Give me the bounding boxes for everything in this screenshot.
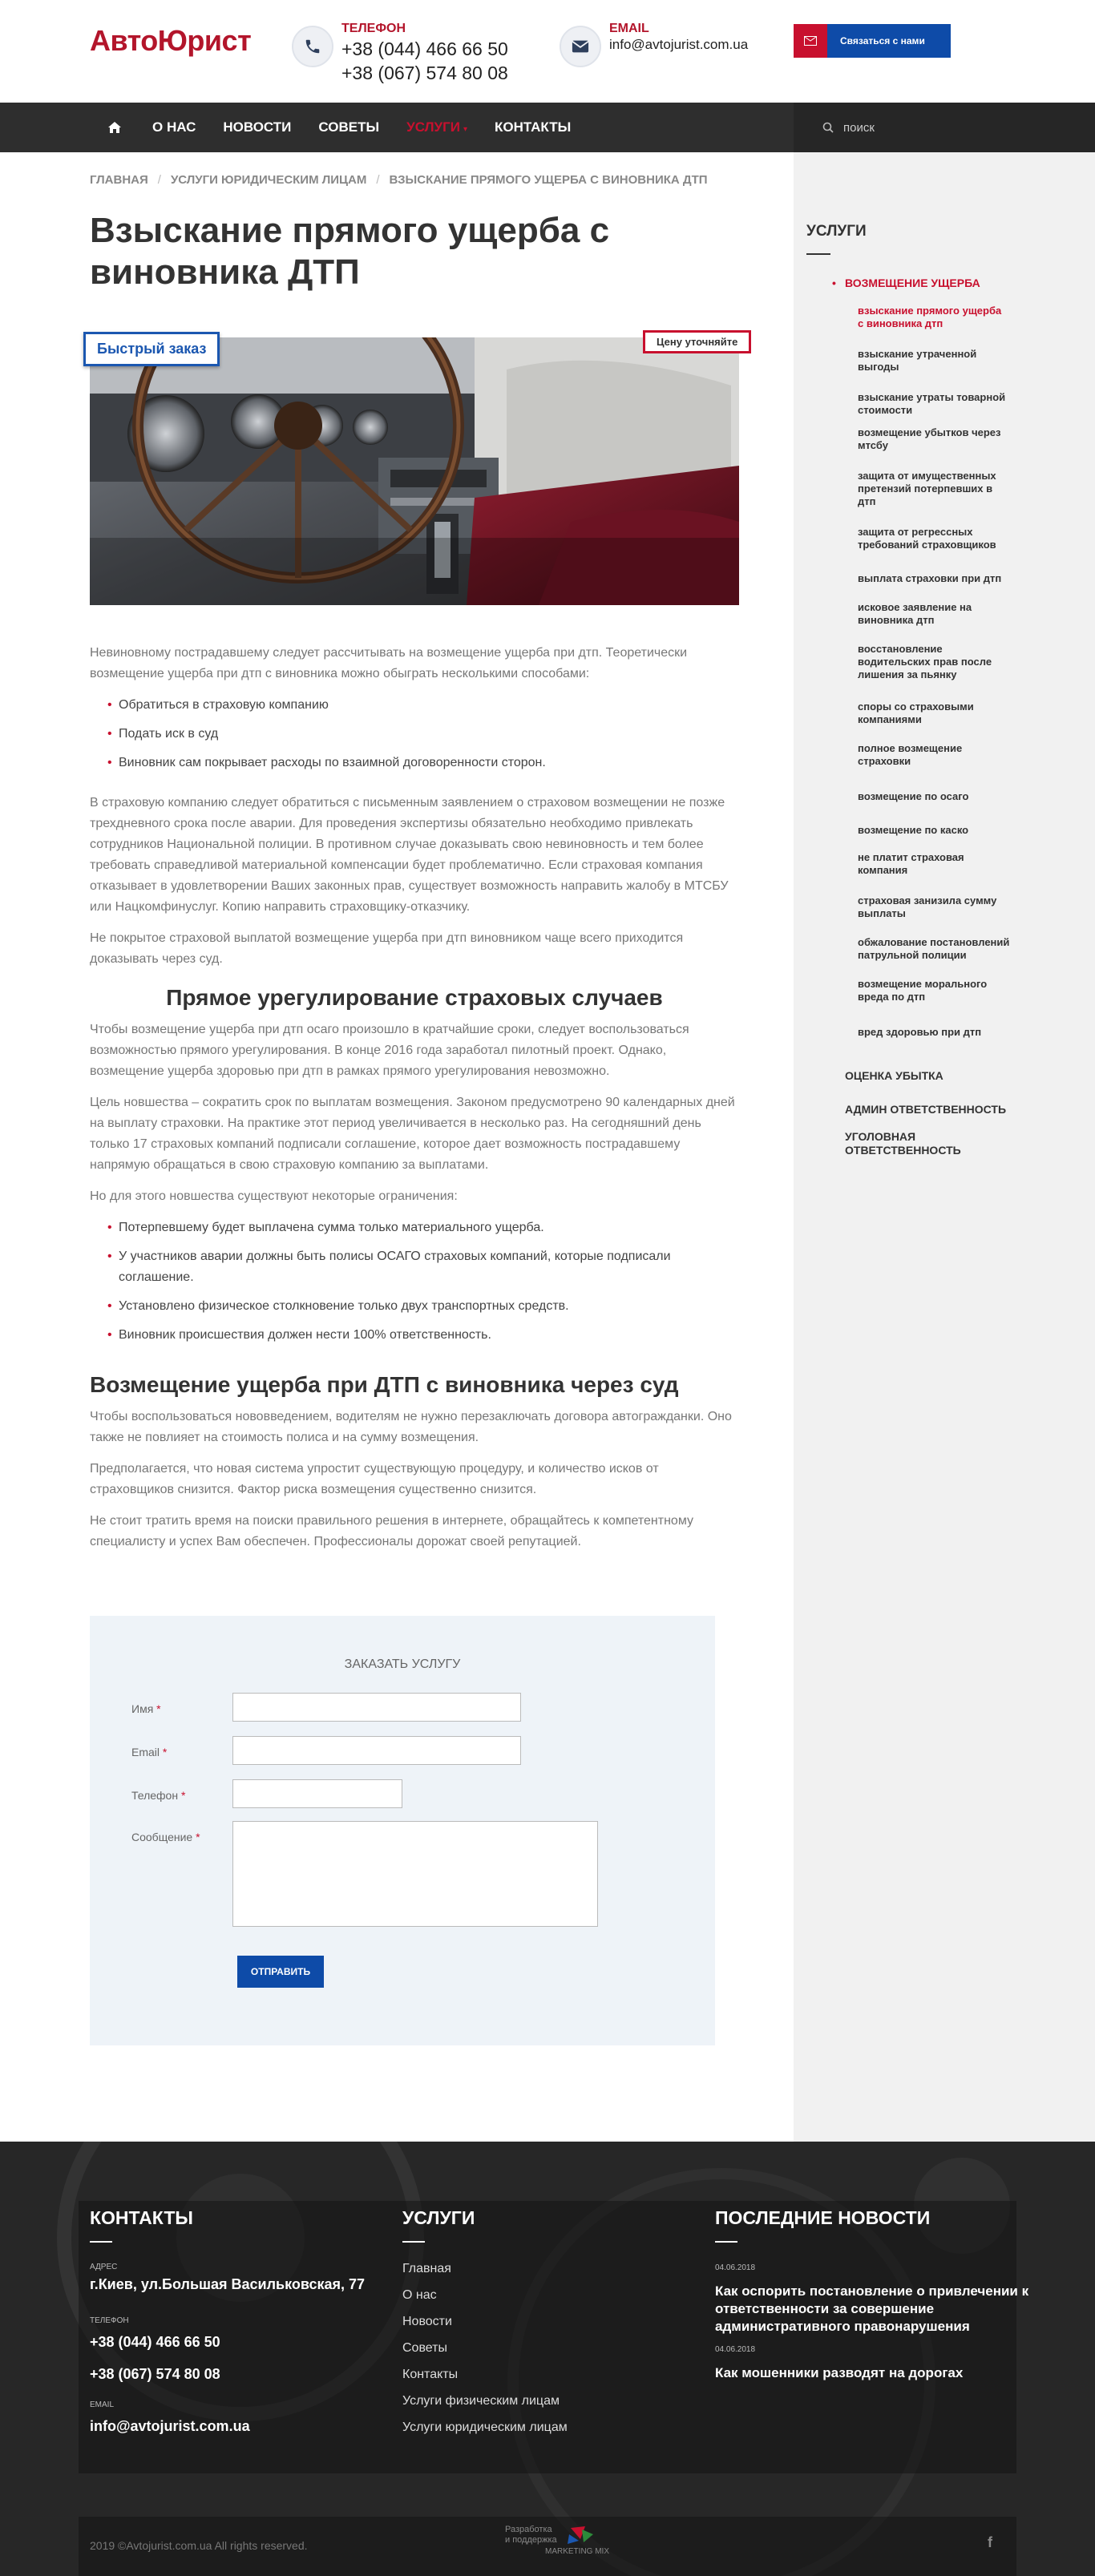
contact-us-button[interactable] xyxy=(794,24,951,58)
footer-address-label: АДРЕС xyxy=(90,2263,118,2271)
divider xyxy=(715,2241,737,2243)
phone-label: ТЕЛЕФОН xyxy=(341,22,406,35)
breadcrumb-separator: / xyxy=(157,173,161,187)
sidebar-item-admin[interactable]: АДМИН ОТВЕТСТВЕННОСТЬ xyxy=(845,1103,1007,1116)
footer-news-title: ПОСЛЕДНИЕ НОВОСТИ xyxy=(715,2207,931,2228)
nav-item-services[interactable]: УСЛУГИ ▾ xyxy=(406,119,467,135)
message-textarea[interactable] xyxy=(232,1821,598,1927)
news-date: 04.06.2018 xyxy=(715,2345,756,2354)
phone-label: Телефон * xyxy=(131,1789,186,1802)
nav-item-tips[interactable]: СОВЕТЫ xyxy=(318,119,380,135)
footer-email[interactable]: info@avtojurist.com.ua xyxy=(90,2418,250,2434)
phone-input[interactable] xyxy=(232,1779,402,1808)
footer-contacts-title: КОНТАКТЫ xyxy=(90,2207,193,2228)
quick-order-button[interactable]: Быстрый заказ xyxy=(83,332,220,366)
divider xyxy=(806,253,830,255)
footer-link[interactable]: Контакты xyxy=(402,2368,459,2381)
name-input[interactable] xyxy=(232,1693,521,1722)
divider xyxy=(90,2241,112,2243)
sidebar-subitem[interactable]: выплата страховки при дтп xyxy=(858,572,1002,584)
developer-brand: MARKETING MIX xyxy=(545,2547,610,2556)
breadcrumb xyxy=(90,173,708,187)
sidebar-subitem[interactable]: не платит страховая компания xyxy=(858,851,964,876)
hero-image xyxy=(90,337,739,605)
sidebar-title: УСЛУГИ xyxy=(806,223,867,240)
section-heading: Прямое урегулирование страховых случаев xyxy=(166,985,663,1010)
footer-link[interactable]: Услуги физическим лицам xyxy=(402,2394,560,2408)
search-box xyxy=(794,103,1095,152)
list-item: • Обратиться в страховую компанию xyxy=(90,695,739,716)
list-item: • Потерпевшему будет выплачена сумма только материального ущерба. xyxy=(90,1217,739,1238)
sidebar-subitem[interactable]: вред здоровью при дтп xyxy=(858,1026,982,1038)
envelope-icon xyxy=(794,24,827,58)
name-label: Имя * xyxy=(131,1702,161,1715)
footer-phone-label: ТЕЛЕФОН xyxy=(90,2316,129,2325)
sidebar-subitem[interactable]: споры со страховыми компаниями xyxy=(858,701,974,725)
breadcrumb-separator: / xyxy=(376,173,380,187)
email-link[interactable]: info@avtojurist.com.ua xyxy=(609,37,749,52)
sidebar-subitem[interactable]: взыскание утраченной выгоды xyxy=(858,348,977,373)
paragraph: Но для этого новшества существуют некоторые ограничения: xyxy=(90,1189,458,1203)
nav-item-news[interactable]: НОВОСТИ xyxy=(223,119,292,135)
sidebar-subitem[interactable]: взыскание утраты товарной стоимости xyxy=(858,391,1006,416)
breadcrumb-current: ВЗЫСКАНИЕ ПРЯМОГО УЩЕРБА С ВИНОВНИКА ДТП xyxy=(389,173,708,187)
main-nav xyxy=(0,103,1095,152)
phone-icon xyxy=(292,26,333,67)
sidebar-item-assessment[interactable]: ОЦЕНКА УБЫТКА xyxy=(845,1069,943,1082)
list xyxy=(90,1217,739,1346)
section-heading: Возмещение ущерба при ДТП с виновника через суд xyxy=(90,1372,679,1397)
paragraph: Чтобы возмещение ущерба при дтп осаго произошло в кратчайшие сроки, следует воспользоваться возможностью прямого урегулирования. В конце 2016 года заработал пилотный проект. Однако, возмещение ущерба здоровью при дтп в рамках прямого урегулирования невозможно. xyxy=(90,1023,689,1078)
sidebar-subitem[interactable]: обжалование постановлений патрульной полиции xyxy=(858,936,1010,961)
developer-credit[interactable]: Разработка и поддержка xyxy=(505,2525,557,2545)
footer-services-title: УСЛУГИ xyxy=(402,2207,475,2228)
contact-us-label: Связаться с нами xyxy=(840,35,925,46)
sidebar-subitem[interactable]: полное возмещение страховки xyxy=(858,742,963,767)
email-input[interactable] xyxy=(232,1736,521,1765)
sidebar-subitem[interactable]: защита от имущественных претензий потерпевших в дтп xyxy=(858,470,996,507)
phone-block xyxy=(292,21,508,85)
news-link[interactable]: Как оспорить постановление о привлечении к ответственности за совершение административного правонарушения xyxy=(715,2283,1029,2334)
breadcrumb-home[interactable]: ГЛАВНАЯ xyxy=(90,173,148,187)
nav-item-about[interactable]: О НАС xyxy=(152,119,196,135)
sidebar-subitem[interactable]: страховая занизила сумму выплаты xyxy=(858,894,997,919)
list-item: • Виновник сам покрывает расходы по взаимной договоренности сторон. xyxy=(90,753,739,773)
facebook-icon[interactable]: f xyxy=(988,2534,992,2550)
page-title: Взыскание прямого ущерба с виновника ДТП xyxy=(90,211,610,292)
paragraph: Не покрытое страховой выплатой возмещение ущерба при дтп виновником чаще всего приходится доказывать через суд. xyxy=(90,931,684,966)
submit-button[interactable]: ОТПРАВИТЬ xyxy=(237,1956,324,1988)
list xyxy=(90,695,739,773)
list-item: • Виновник происшествия должен нести 100% ответственность. xyxy=(90,1325,739,1346)
home-icon[interactable] xyxy=(104,121,125,134)
divider xyxy=(402,2241,425,2243)
footer-link[interactable]: Советы xyxy=(402,2341,447,2355)
news-date: 04.06.2018 xyxy=(715,2263,756,2272)
order-form xyxy=(90,1616,715,2045)
list-item: • Подать иск в суд xyxy=(90,724,739,745)
paragraph: Чтобы воспользоваться нововведением, водителям не нужно перезаключать договора автогражданки. Оно также не повлияет на стоимость полиса и на сумму возмещения. xyxy=(90,1410,732,1444)
list-item: • У участников аварии должны быть полисы ОСАГО страховых компаний, которые подписали соглашение. xyxy=(90,1246,739,1288)
news-link[interactable]: Как мошенники разводят на дорогах xyxy=(715,2365,964,2380)
email-label: EMAIL xyxy=(609,22,649,35)
footer-link[interactable]: Услуги юридическим лицам xyxy=(402,2421,568,2434)
email-label: Email * xyxy=(131,1746,168,1758)
footer-address: г.Киев, ул.Большая Васильковская, 77 xyxy=(90,2276,366,2292)
email-block xyxy=(560,21,748,67)
copyright: 2019 ©Avtojurist.com.ua All rights reserved. xyxy=(90,2539,308,2552)
nav-item-contacts[interactable]: КОНТАКТЫ xyxy=(494,119,572,135)
footer-link[interactable]: Главная xyxy=(402,2262,451,2275)
breadcrumb-services-legal[interactable]: УСЛУГИ ЮРИДИЧЕСКИМ ЛИЦАМ xyxy=(170,173,367,187)
price-badge: Цену уточняйте xyxy=(643,330,751,353)
site-header xyxy=(0,0,1095,103)
sidebar-subitem[interactable]: защита от регрессных требований страховщиков xyxy=(858,526,996,551)
search-icon xyxy=(822,122,834,133)
sidebar-subitem[interactable]: восстановление водительских прав после лишения за пьянку xyxy=(858,643,992,680)
footer-phone-2[interactable]: +38 (067) 574 80 08 xyxy=(90,2366,220,2382)
footer-link[interactable]: О нас xyxy=(402,2288,437,2302)
sidebar-subitem[interactable]: возмещение морального вреда по дтп xyxy=(858,978,988,1003)
search-input[interactable] xyxy=(843,121,1004,135)
sidebar-subitem[interactable]: взыскание прямого ущерба с виновника дтп xyxy=(858,305,1002,329)
sidebar-subitem[interactable]: возмещение убытков через мтсбу xyxy=(858,426,1001,451)
paragraph: Невиновному пострадавшему следует рассчитывать на возмещение ущерба при дтп. Теоретически возмещение ущерба при дтп с виновника можно обыграть несколькими способами: xyxy=(90,646,688,680)
mail-icon xyxy=(560,26,601,67)
paragraph: Не стоит тратить время на поиски правильного решения в интернете, обращайтесь к компетентному специалисту и успех Вам обеспечен. Профессионалы дорожат своей репутацией. xyxy=(90,1514,693,1548)
sidebar-item-damage[interactable]: • ВОЗМЕЩЕНИЕ УЩЕРБА xyxy=(845,277,980,289)
paragraph: Предполагается, что новая система упростит существующую процедуру, и количество исков от страховщиков снизится. Фактор риска возмещения существенно снизится. xyxy=(90,1462,659,1496)
paragraph: Цель новшества – сократить срок по выплатам возмещения. Законом предусмотрено 90 календарных дней на выплату страховки. На практике этот период увеличивается в несколько раз. На сегодняшний день только 17 страховых компаний подписали соглашение, которое дает возможность пострадавшему напрямую обращаться в свою страховую компанию за выплатами. xyxy=(90,1096,735,1172)
phone-2[interactable]: +38 (067) 574 80 08 xyxy=(341,63,508,83)
sidebar-item-criminal[interactable]: УГОЛОВНАЯ ОТВЕТСТВЕННОСТЬ xyxy=(845,1130,961,1157)
footer-email-label: EMAIL xyxy=(90,2400,115,2409)
phone-1[interactable]: +38 (044) 466 66 50 xyxy=(341,38,508,59)
logo[interactable]: АвтоЮрист xyxy=(90,24,252,57)
article-body xyxy=(90,643,739,1563)
message-label: Сообщение * xyxy=(131,1831,200,1843)
paragraph: В страховую компанию следует обратиться с письменным заявлением о страховом возмещении не позже трехдневного срока после аварии. Для проведения экспертизы обязательно необходимо привлекать сотрудников Национальной полиции. В противном случае доказывать свою невиновность и тем более требовать справедливой материальной компенсации будет проблематично. Если страховая компания отказывает в удовлетворении Ваших законных прав, существует возможность направить жалобу в МТСБУ или Нацкомфинуслуг. Копию направить страховщику-отказчику. xyxy=(90,796,729,914)
form-title: ЗАКАЗАТЬ УСЛУГУ xyxy=(344,1657,461,1671)
chevron-down-icon: ▾ xyxy=(463,125,467,134)
footer-phone-1[interactable]: +38 (044) 466 66 50 xyxy=(90,2334,220,2350)
sidebar-subitem[interactable]: возмещение по каско xyxy=(858,824,969,836)
footer-link[interactable]: Новости xyxy=(402,2315,452,2328)
list-item: • Установлено физическое столкновение только двух транспортных средств. xyxy=(90,1296,739,1317)
sidebar-subitem[interactable]: исковое заявление на виновника дтп xyxy=(858,601,972,626)
sidebar-subitem[interactable]: возмещение по осаго xyxy=(858,790,969,802)
